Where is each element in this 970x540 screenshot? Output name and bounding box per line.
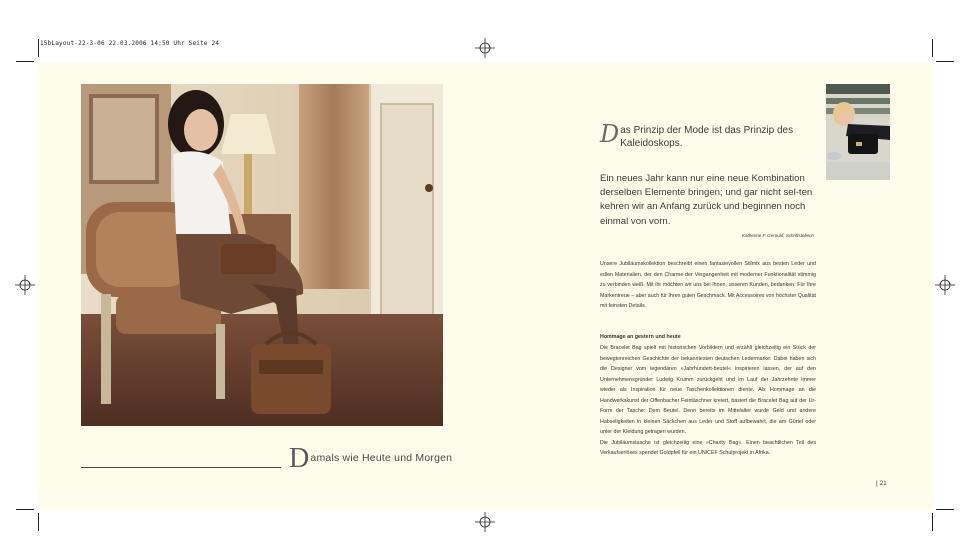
crop-mark-tl-h — [16, 61, 34, 62]
quote-text: as Prinzip der Mode ist das Prinzip des Kaleidoskops. — [620, 125, 794, 149]
registration-mark-right — [935, 275, 955, 295]
headline-initial: D — [289, 443, 310, 474]
body-paragraph-3: Die Jubiläumstasche ist gleichzeitig eine »Charity Bag«. Einen beachtlichen Teil des Verkaufserlöses spendet Goldpfeil für ein UNICEF Schulprojekt in Afrika. — [600, 439, 816, 456]
body-paragraphs-2-3 — [600, 343, 816, 459]
crop-mark-bl-h — [16, 509, 34, 510]
crop-mark-tr-h — [936, 61, 954, 62]
crop-mark-tr-v — [932, 39, 933, 57]
slug-line: 15bLayout-22-3-06 22.03.2006 14:50 Uhr Seite 24 — [40, 40, 220, 47]
headline — [289, 443, 452, 475]
quote-initial: D — [600, 120, 620, 148]
headline-rule — [81, 467, 281, 468]
body-paragraph-1: Unsere Jubiläumskollektion beschreibt einen fantasievollen Stilmix aus besten Leder und edlen Materialien, der den Charme der Vergangenheit mit moderner Funktionalität stimmig zu verbinden weiß. Mit ihr möchten wir uns bei Ihnen, unseren Kunden, bedanken: Für Ihre Markentreue – aber auch für Ihren guten Geschmack. Mit Accessoires von höchster Qualität mit feinsten Details. — [600, 261, 816, 309]
body-subheading: Hommage an gestern und heute — [600, 334, 681, 340]
registration-mark-left — [15, 275, 35, 295]
body-paragraph-2: Die Bracelet Bag spielt mit historischen Vorbildern und erzählt gleichzeitig ein Stück der bewegtenreichen Geschichte der bekanntesten deutschen Ledermarke: Dabei haben sich die Designer vom legendären »Jahrhundert-beutel« inspirieren lassen, der auf den Unternehmensgründer Ludwig Krumm zurückgeht und im Lauf der Jahrzehnte immer wieder als Inspiration für neue Taschenkollektionen diente. Als Hommage an die Handwerkskunst der Offenbacher Feintäschner kreiert, basiert die Bracelet Bag auf der Ur-Form der Tasche: Dem Beutel. Denn bereits im Mittelalter wurde Geld und andere Habseligkeiten in kleinen Säckchen aus Leder und Stoff aufbewahrt, die am Gürtel oder unter der Kleidung getragen wurden. — [600, 345, 816, 435]
thumbnail-photo — [826, 84, 890, 180]
headline-text: amals wie Heute und Morgen — [310, 452, 453, 464]
quote-continuation: Ein neues Jahr kann nur eine neue Kombination derselben Elemente bringen; und gar nicht sel-ten kehren wir an Anfang zurück und beginnen noch einmal von vorn. — [600, 173, 813, 227]
registration-mark-bottom — [475, 512, 495, 532]
registration-mark-top — [475, 38, 495, 58]
crop-mark-br-v — [932, 513, 933, 531]
page-number: | 21 — [876, 480, 887, 487]
main-photo — [81, 84, 443, 426]
quote-block — [600, 120, 820, 150]
crop-mark-bl-v — [38, 513, 39, 531]
quote-attribution: Katherine F. Gerould, Schriftstellerin — [742, 233, 814, 238]
crop-mark-tl-v — [38, 39, 39, 57]
crop-mark-br-h — [936, 509, 954, 510]
